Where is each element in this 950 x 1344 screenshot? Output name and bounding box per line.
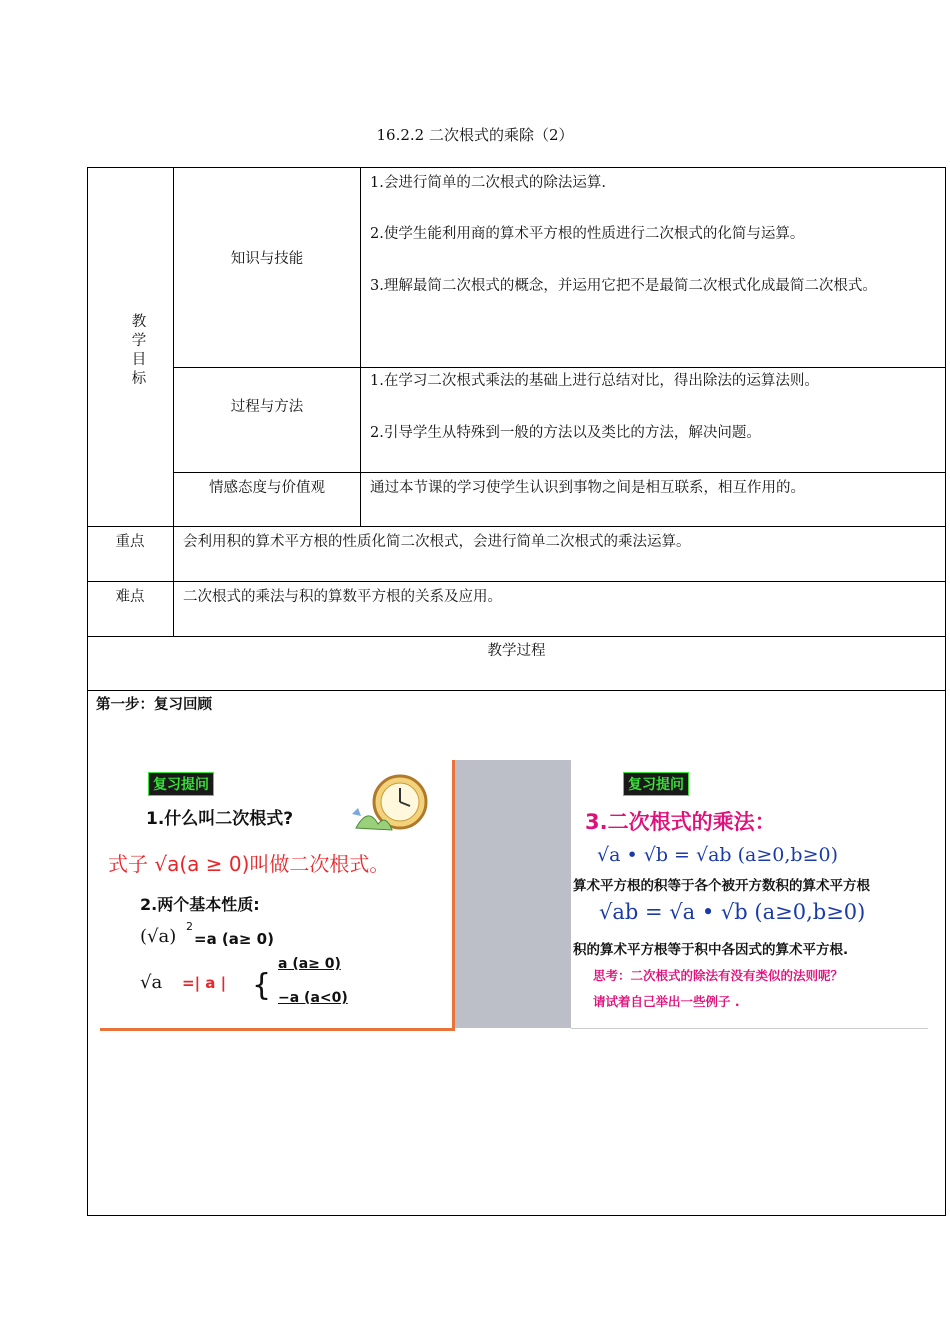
- step-heading: 第一步：复习回顾: [96, 697, 212, 713]
- divider: [87, 690, 946, 691]
- brace: {: [252, 968, 272, 1003]
- definition-text: 式子 √a(a ≥ 0)叫做二次根式。: [108, 852, 390, 876]
- process-item: 2.引导学生从特殊到一般的方法以及类比的方法，解决问题。: [370, 425, 761, 441]
- property-1-left: (√a): [140, 926, 177, 947]
- review-badge: 复习提问: [148, 772, 214, 796]
- lesson-plan-table: [87, 167, 946, 1216]
- property-2-case-1: a (a≥ 0): [278, 956, 341, 972]
- think-prompt: 思考：二次根式的除法有没有类似的法则呢？: [593, 968, 844, 983]
- key-label: 重点: [115, 534, 145, 550]
- difficulty-label: 难点: [115, 589, 145, 605]
- property-1-exponent: 2: [186, 920, 193, 933]
- knowledge-label: 知识与技能: [230, 251, 304, 267]
- question-2: 2.两个基本性质:: [140, 895, 260, 914]
- review-slide-1: [100, 760, 455, 1031]
- divider: [173, 367, 946, 368]
- knowledge-item: 1.会进行简单的二次根式的除法运算.: [370, 175, 606, 191]
- process-label: 过程与方法: [230, 399, 304, 415]
- knowledge-item: 3.理解最简二次根式的概念，并运用它把不是最简二次根式化成最简二次根式。: [370, 278, 877, 294]
- review-badge: 复习提问: [623, 772, 689, 796]
- property-2-case-2: −a (a<0): [278, 990, 348, 1006]
- statement-2: 积的算术平方根等于积中各因式的算术平方根.: [573, 942, 849, 958]
- property-1-right: =a (a≥ 0): [194, 930, 274, 948]
- divider: [173, 472, 946, 473]
- property-2-left: √a: [140, 972, 163, 993]
- knowledge-item: 2.使学生能利用商的算术平方根的性质进行二次根式的化简与运算。: [370, 226, 805, 242]
- process-header: 教学过程: [487, 643, 546, 659]
- difficulty-text: 二次根式的乘法与积的算数平方根的关系及应用。: [183, 589, 502, 605]
- review-slide-2: [571, 760, 928, 1029]
- try-prompt: 请试着自己举出一些例子 .: [593, 994, 740, 1009]
- divider: [87, 526, 946, 527]
- divider: [87, 636, 946, 637]
- goals-label: 教 学 目 标: [131, 314, 147, 387]
- key-text: 会利用积的算术平方根的性质化简二次根式，会进行简单二次根式的乘法运算。: [183, 534, 691, 550]
- emotion-text: 通过本节课的学习使学生认识到事物之间是相互联系，相互作用的。: [370, 480, 805, 496]
- alarm-clock-icon: [348, 766, 440, 838]
- divider: [87, 581, 946, 582]
- question-1: 1.什么叫二次根式?: [146, 809, 294, 829]
- statement-1: 算术平方根的积等于各个被开方数积的算术平方根: [573, 878, 870, 894]
- slide-gap: [455, 760, 571, 1028]
- multiplication-heading: 3.二次根式的乘法：: [585, 810, 776, 834]
- emotion-label: 情感态度与价值观: [209, 480, 325, 496]
- formula-1: √a • √b = √ab (a≥0,b≥0): [597, 844, 838, 866]
- formula-2: √ab = √a • √b (a≥0,b≥0): [599, 900, 866, 924]
- property-2-abs: =| a |: [182, 974, 227, 992]
- page-title: 16.2.2 二次根式的乘除（2）: [376, 126, 574, 144]
- process-item: 1.在学习二次根式乘法的基础上进行总结对比，得出除法的运算法则。: [370, 373, 819, 389]
